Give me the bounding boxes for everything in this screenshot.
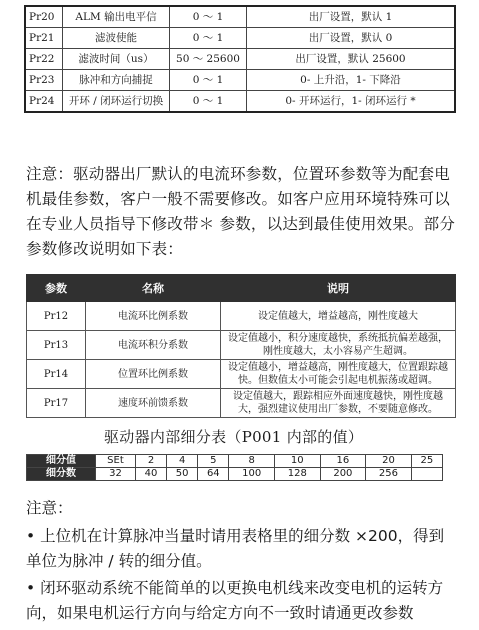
param-name: 电流环积分系数: [86, 331, 221, 360]
table-cell: 10: [274, 455, 320, 468]
notice-paragraph: 注意：驱动器出厂默认的电流环参数，位置环参数等为配套电机最佳参数，客户一般不需要修改。如客户应用环境特殊可以在专业人员指导下修改带＊ 参数，以达到最佳使用效果。部分参数修改说明如下表：: [26, 165, 456, 258]
table-row: [27, 389, 456, 418]
table-cell: 50: [167, 468, 198, 481]
param-desc: 出厂设置，默认 25600: [247, 49, 456, 70]
param-code: Pr17: [27, 389, 86, 418]
table-cell: 2: [135, 455, 166, 468]
table-row: [27, 468, 443, 481]
param-range: 50 ～ 25600: [170, 49, 247, 70]
table-cell: 100: [229, 468, 275, 481]
table-row: [27, 331, 456, 360]
table-cell: 8: [229, 455, 275, 468]
param-code: Pr14: [27, 360, 86, 389]
table-cell: 4: [167, 455, 198, 468]
param-name: 速度环前馈系数: [86, 389, 221, 418]
table-cell: 40: [135, 468, 166, 481]
note-item: • 闭环驱动系统不能简单的以更换电机线来改变电机的运转方向，如果电机运行方向与给定方向不一致时请通更改参数: [26, 579, 444, 622]
param-desc: 出厂设置，默认 0: [247, 28, 456, 49]
param-desc: 设定值越大，跟踪相应外面速度越快，刚性度越大，强烈建议使用出厂参数，不要随意修改。: [221, 389, 456, 418]
subdivision-table: [26, 454, 443, 481]
param-name: 电流环比例系数: [86, 302, 221, 331]
param-desc: 0- 开环运行，1- 闭环运行 *: [247, 91, 456, 113]
subdivision-table-title: 驱动器内部细分表（P001 内部的值）: [104, 428, 364, 446]
table-row: [27, 455, 443, 468]
notes-heading: 注意：: [26, 499, 73, 517]
param-desc: 出厂设置，默认 1: [247, 6, 456, 28]
table-cell: 200: [320, 468, 366, 481]
param-name: 开环 / 闭环运行切换: [63, 91, 170, 113]
table-cell: [411, 468, 442, 481]
header-desc: 说明: [221, 275, 456, 302]
table-row: [27, 360, 456, 389]
param-name: 滤波使能: [63, 28, 170, 49]
table-cell: 32: [96, 468, 136, 481]
param-range: 0 ～ 1: [170, 70, 247, 91]
param-desc: 设定值越大，增益越高，刚性度越大: [221, 302, 456, 331]
param-desc: 0- 上升沿，1- 下降沿: [247, 70, 456, 91]
param-name: 位置环比例系数: [86, 360, 221, 389]
param-range: 0 ～ 1: [170, 6, 247, 28]
param-code: Pr13: [27, 331, 86, 360]
parameter-table: [24, 5, 456, 113]
table-cell: 16: [320, 455, 366, 468]
table-cell: SEt: [96, 455, 136, 468]
table-row: [25, 49, 455, 70]
parameter-modification-table: [26, 274, 456, 418]
param-range: 0 ～ 1: [170, 91, 247, 113]
header-name: 名称: [86, 275, 221, 302]
table-row: [27, 302, 456, 331]
table-header-row: [27, 275, 456, 302]
param-desc: 设定值越小，积分速度越快，系统抵抗偏差越强，刚性度越大，太小容易产生超调。: [221, 331, 456, 360]
table-cell: 64: [198, 468, 229, 481]
param-range: 0 ～ 1: [170, 28, 247, 49]
table-cell: 25: [411, 455, 442, 468]
row-label: 细分值: [27, 455, 96, 468]
param-desc: 设定值越小，增益越高，刚性度越大，位置跟踪越快。但数值太小可能会引起电机振荡或超调。: [221, 360, 456, 389]
param-code: Pr24: [25, 91, 63, 113]
param-code: Pr20: [25, 6, 63, 28]
param-code: Pr23: [25, 70, 63, 91]
param-name: 脉冲和方向捕捉: [63, 70, 170, 91]
table-cell: 20: [366, 455, 412, 468]
param-code: Pr22: [25, 49, 63, 70]
table-cell: 128: [274, 468, 320, 481]
table-row: [25, 6, 455, 28]
header-param: 参数: [27, 275, 86, 302]
table-cell: 5: [198, 455, 229, 468]
table-row: [25, 91, 455, 113]
table-row: [25, 70, 455, 91]
row-label: 细分数: [27, 468, 96, 481]
table-cell: 256: [366, 468, 412, 481]
param-code: Pr12: [27, 302, 86, 331]
param-name: 滤波时间（us）: [63, 49, 170, 70]
table-row: [25, 28, 455, 49]
param-code: Pr21: [25, 28, 63, 49]
param-name: ALM 输出电平信: [63, 6, 170, 28]
note-item: • 上位机在计算脉冲当量时请用表格里的细分数 ×200，得到单位为脉冲 / 转的细分值。: [26, 527, 445, 570]
